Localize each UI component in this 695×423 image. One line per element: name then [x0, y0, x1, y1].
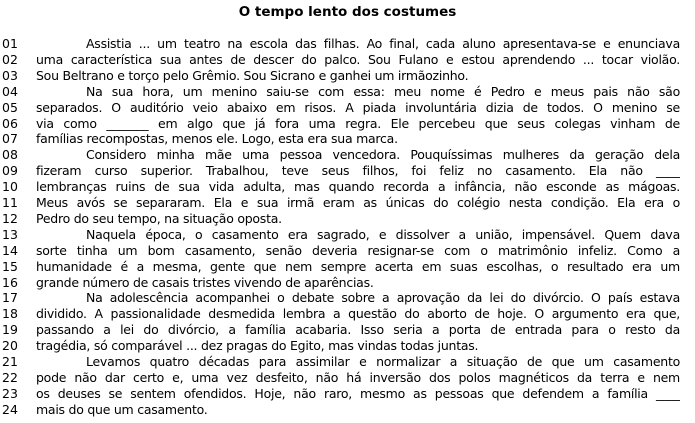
- text-line: dividido. A passionalidade desmedida lembra a questão do aborto de hoje. O argumento era que,: [36, 306, 680, 321]
- text-line: lembranças ruins de sua vida adulta, mas quando recorda a infância, não esconde as mágoas.: [36, 179, 680, 194]
- line-number: 07: [2, 131, 18, 146]
- line-number: 05: [2, 100, 18, 115]
- line-number: 03: [2, 68, 18, 83]
- line-number: 11: [2, 195, 18, 210]
- line-number: 21: [2, 354, 18, 369]
- text-line: famílias recompostas, menos ele. Logo, esta era sua marca.: [36, 131, 398, 146]
- line-number: 20: [2, 338, 18, 353]
- line-number: 19: [2, 322, 18, 337]
- text-line: passando a lei do divórcio, a família acabaria. Isso seria a porta de entrada para o resto da: [36, 322, 680, 337]
- text-line: Na sua hora, um menino saiu-se com essa: meu nome é Pedro e meus pais não são: [86, 84, 680, 99]
- line-number: 24: [2, 402, 18, 417]
- line-number: 08: [2, 147, 18, 162]
- line-number: 04: [2, 84, 18, 99]
- text-line: mais do que um casamento.: [36, 402, 208, 417]
- text-line: humanidade é a mesma, gente que nem sempre acerta em suas escolhas, o resultado era um: [36, 259, 680, 274]
- line-number: 18: [2, 306, 18, 321]
- line-number: 10: [2, 179, 18, 194]
- text-line: uma característica sua antes de descer do palco. Sou Fulano e estou aprendendo ... tocar violão.: [36, 52, 680, 67]
- text-line: os deuses se sentem ofendidos. Hoje, não raro, mesmo as pessoas que defendem a família ____: [36, 386, 680, 401]
- line-number: 01: [2, 36, 18, 51]
- line-number: 13: [2, 227, 18, 242]
- line-number: 23: [2, 386, 18, 401]
- line-number: 06: [2, 116, 18, 131]
- text-line: Levamos quatro décadas para assimilar e normalizar a situação de que um casamento: [86, 354, 680, 369]
- line-number: 17: [2, 290, 18, 305]
- text-line: Meus avós se separaram. Ela e sua irmã eram as únicas do colégio nesta condição. Ela era o: [36, 195, 680, 210]
- line-number: 12: [2, 211, 18, 226]
- document-title: O tempo lento dos costumes: [238, 4, 457, 20]
- line-number: 09: [2, 163, 18, 178]
- line-number: 02: [2, 52, 18, 67]
- text-line: Considero minha mãe uma pessoa vencedora. Pouquíssimas mulheres da geração dela: [86, 147, 680, 162]
- text-line: grande número de casais tristes vivendo de aparências.: [36, 275, 374, 290]
- text-line: Na adolescência acompanhei o debate sobre a aprovação da lei do divórcio. O país estava: [86, 290, 680, 305]
- text-line: sorte tinha um bom casamento, senão deveria resignar-se com o matrimônio infeliz. Como a: [36, 243, 680, 258]
- text-line: fizeram curso superior. Trabalhou, teve seus filhos, foi feliz no casamento. Ela não ____: [36, 163, 680, 178]
- line-number: 14: [2, 243, 18, 258]
- line-number: 16: [2, 275, 18, 290]
- text-line: separados. O auditório veio abaixo em risos. A piada involuntária dizia de todos. O menino se: [36, 100, 680, 115]
- text-line: Naquela época, o casamento era sagrado, e dissolver a união, impensável. Quem dava: [86, 227, 680, 242]
- text-line: Sou Beltrano e torço pelo Grêmio. Sou Sicrano e ganhei um irmãozinho.: [36, 68, 469, 83]
- text-line: Assistia ... um teatro na escola das filhas. Ao final, cada aluno apresentava-se e enunciava: [86, 36, 680, 51]
- text-line: via como _______ em algo que já fora uma regra. Ele percebeu que seus colegas vinham de: [36, 116, 680, 131]
- text-line: Pedro do seu tempo, na situação oposta.: [36, 211, 282, 226]
- line-number: 22: [2, 370, 18, 385]
- text-line: tragédia, só comparável ... dez pragas do Egito, mas vindas todas juntas.: [36, 338, 479, 353]
- text-line: pode não dar certo e, uma vez desfeito, não há inversão dos polos magnéticos da terra e nem: [36, 370, 680, 385]
- line-number: 15: [2, 259, 18, 274]
